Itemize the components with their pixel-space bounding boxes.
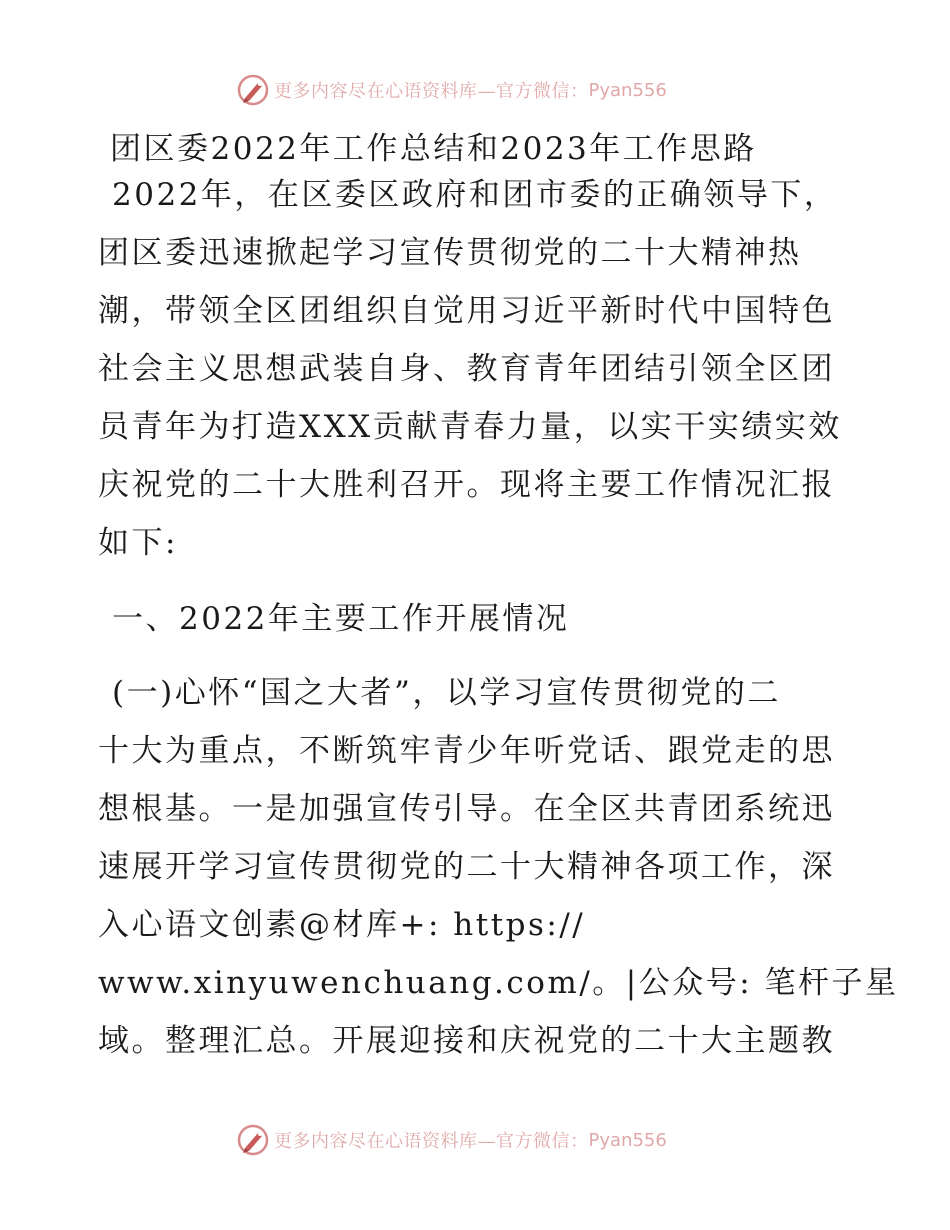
watermark-content bbox=[236, 70, 667, 110]
section-line-5: 入心语文创素@材库+: https:// bbox=[98, 907, 586, 943]
watermark-banner-bottom bbox=[0, 1120, 950, 1160]
section-line-2: 十大为重点，不断筑牢青少年听党话、跟党走的思 bbox=[98, 733, 835, 769]
section-line-1: (一)心怀“国之大者”，以学习宣传贯彻党的二 bbox=[112, 675, 781, 711]
intro-line-1: 2022年，在区委区政府和团市委的正确领导下， bbox=[112, 177, 838, 213]
intro-line-6: 庆祝党的二十大胜利召开。现将主要工作情况汇报 bbox=[98, 467, 835, 503]
intro-line-5: 员青年为打造XXX贡献青春力量，以实干实绩实效 bbox=[98, 409, 842, 445]
watermark-wechat-id: Pyan556 bbox=[588, 1129, 667, 1151]
watermark-text: 更多内容尽在心语资料库—官方微信： bbox=[274, 81, 589, 102]
intro-line-3: 潮，带领全区团组织自觉用习近平新时代中国特色 bbox=[98, 293, 835, 329]
watermark-text: 更多内容尽在心语资料库—官方微信： bbox=[274, 1131, 589, 1152]
section-heading: 一、2022年主要工作开展情况 bbox=[112, 601, 570, 637]
pen-logo-icon bbox=[236, 73, 270, 107]
pen-logo-icon bbox=[236, 1123, 270, 1157]
watermark-content bbox=[236, 1120, 667, 1160]
intro-line-4: 社会主义思想武装自身、教育青年团结引领全区团 bbox=[98, 351, 835, 387]
section-line-6: www.xinyuwenchuang.com/。|公众号: 笔杆子星 bbox=[98, 965, 899, 1001]
intro-line-2: 团区委迅速掀起学习宣传贯彻党的二十大精神热 bbox=[98, 235, 802, 271]
section-line-3: 想根基。一是加强宣传引导。在全区共青团系统迅 bbox=[98, 791, 835, 827]
intro-line-7: 如下: bbox=[98, 525, 178, 561]
watermark-wechat-id: Pyan556 bbox=[588, 79, 667, 101]
document-title: 团区委2022年工作总结和2023年工作思路 bbox=[110, 131, 757, 167]
watermark-banner-top bbox=[0, 70, 950, 110]
section-line-7: 域。整理汇总。开展迎接和庆祝党的二十大主题教 bbox=[98, 1023, 835, 1059]
section-line-4: 速展开学习宣传贯彻党的二十大精神各项工作，深 bbox=[98, 849, 835, 885]
